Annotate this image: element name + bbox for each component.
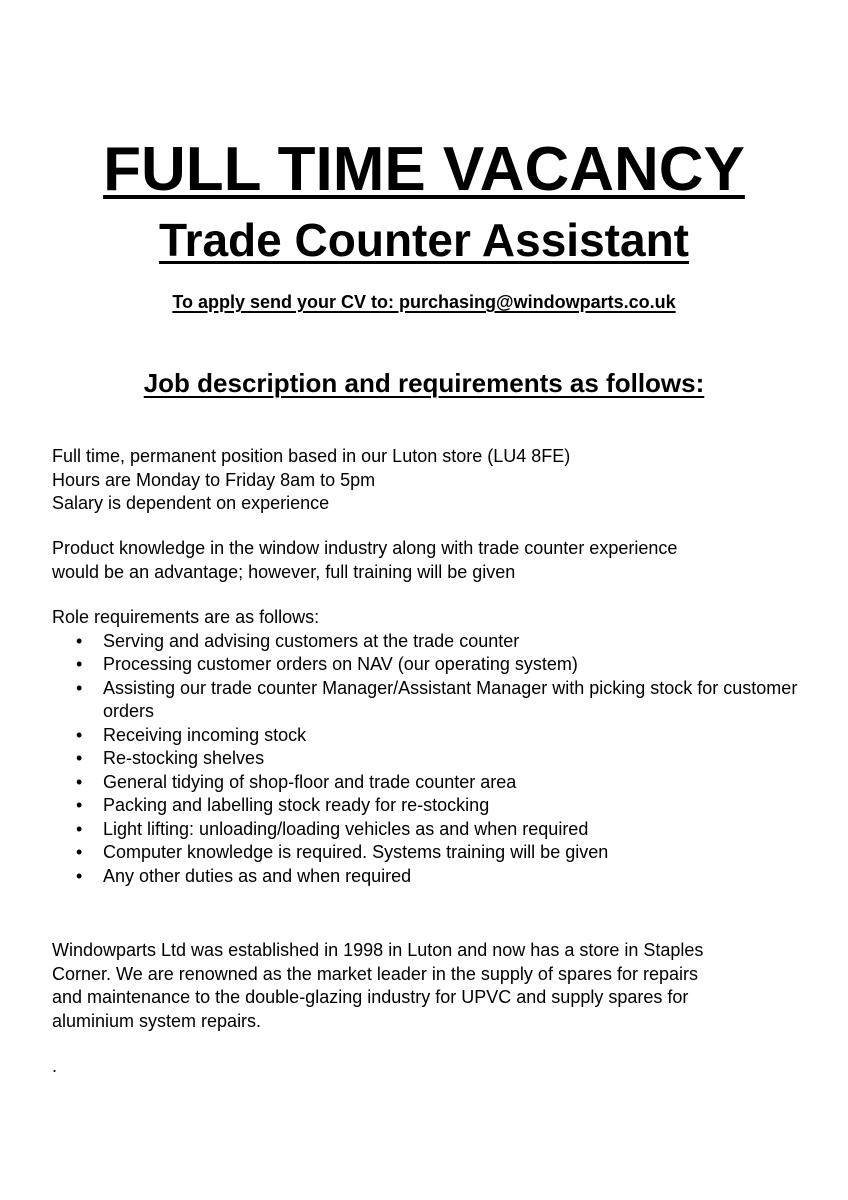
duty-text: Re-stocking shelves [103,748,265,768]
role-requirements [52,606,812,888]
list-item [52,677,812,724]
list-item [52,841,812,865]
bullet-icon: • [76,865,83,886]
list-item [52,771,812,795]
company-line: aluminium system repairs. [52,1010,262,1031]
duty-text: General tidying of shop-floor and trade counter area [103,771,517,792]
job-title: Trade Counter Assistant [159,214,689,266]
product-knowledge-line: would be an advantage; however, full training will be given [52,561,516,582]
duty-text: Processing customer orders on NAV (our operating system) [103,654,578,674]
company-line: Corner. We are renowned as the market leader in the supply of spares for repairs [52,963,698,984]
bullet-icon: • [76,818,83,839]
bullet-icon: • [76,630,83,651]
list-item [52,747,812,771]
bullet-icon: • [76,842,83,862]
position-details [52,445,812,516]
duty-text: Serving and advising customers at the trade counter [103,630,520,651]
company-line: Windowparts Ltd was established in 1998 in Luton and now has a store in Staples [52,940,704,960]
duties-list [52,630,812,889]
duty-text: Light lifting: unloading/loading vehicles as and when required [103,818,589,839]
bullet-icon: • [76,677,83,698]
list-item [52,653,812,677]
bullet-icon: • [76,771,83,792]
hours-line: Hours are Monday to Friday 8am to 5pm [52,469,376,490]
role-intro: Role requirements are as follows: [52,607,320,627]
apply-instructions: To apply send your CV to: purchasing@windowparts.co.uk [172,292,676,312]
list-item [52,630,812,654]
duty-text: Receiving incoming stock [103,724,307,745]
section-heading: Job description and requirements as follows: [143,368,705,398]
product-knowledge-paragraph [52,537,812,584]
trailing-mark: . [52,1056,58,1076]
bullet-icon: • [76,724,83,745]
duty-text: Packing and labelling stock ready for re-stocking [103,795,490,815]
bullet-icon: • [76,748,83,768]
list-item [52,818,812,842]
list-item [52,865,812,889]
product-knowledge-line: Product knowledge in the window industry along with trade counter experience [52,538,678,558]
location-line: Full time, permanent position based in our Luton store (LU4 8FE) [52,446,571,466]
duty-text: Assisting our trade counter Manager/Assistant Manager with picking stock for customer orders [103,677,798,721]
salary-line: Salary is dependent on experience [52,493,330,513]
duty-text: Computer knowledge is required. Systems training will be given [103,842,609,862]
list-item [52,794,812,818]
list-item [52,724,812,748]
page-title: FULL TIME VACANCY [103,135,745,204]
bullet-icon: • [76,795,83,815]
bullet-icon: • [76,654,83,674]
duty-text: Any other duties as and when required [103,865,412,886]
company-line: and maintenance to the double-glazing industry for UPVC and supply spares for [52,987,689,1007]
company-description [52,939,812,1033]
